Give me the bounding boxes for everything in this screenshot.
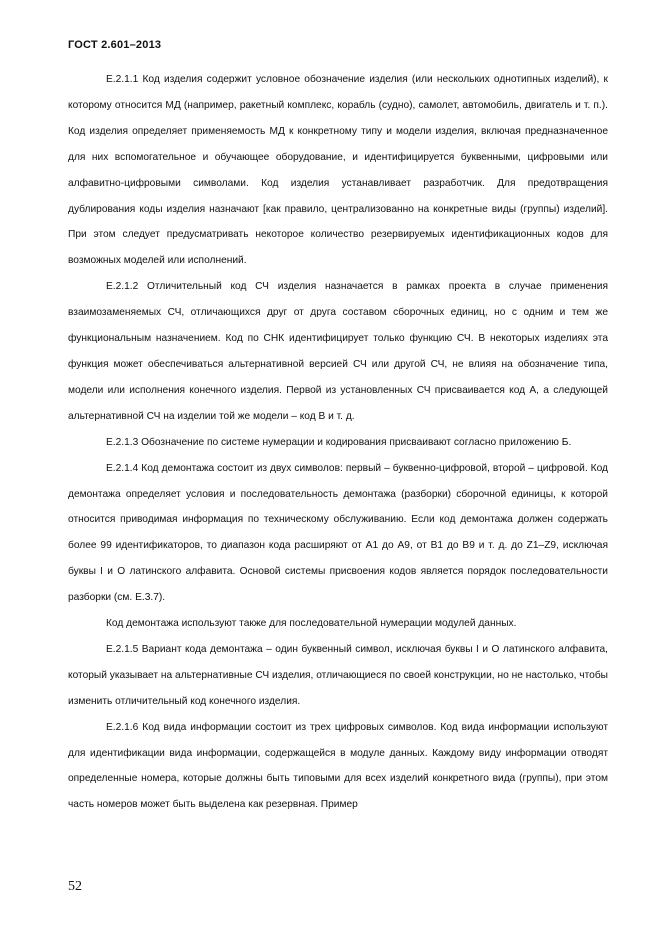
paragraph-e-2-1-5: Е.2.1.5 Вариант кода демонтажа – один буквенный символ, исключая буквы I и О латинского алфавита, который указывает на альтернативные СЧ изделия, отличающиеся по своей конструкции, но не настолько, чтобы изменить отличительный код конечного изделия. (68, 643, 608, 707)
paragraph-e-2-1-3: Е.2.1.3 Обозначение по системе нумерации и кодирования присваивают согласно приложению Б. (106, 436, 572, 448)
paragraph-e-2-1-6: Е.2.1.6 Код вида информации состоит из трех цифровых символов. Код вида информации используют для идентификации вида информации, содержащейся в модуле данных. Каждому виду информации отводят определенные номера, которые должны быть типовыми для всех изделий конкретного вида (группы), при этом часть номеров может быть выделена как резервная. Пример (68, 721, 608, 811)
page-number: 52 (68, 879, 82, 894)
paragraph-e-2-1-4: Е.2.1.4 Код демонтажа состоит из двух символов: первый – буквенно-цифровой, второй – цифровой. Код демонтажа определяет условия и последовательность демонтажа (разборки) сборочной единицы, к которой относится приводимая информация по техническому обслуживанию. Если код демонтажа должен содержать более 99 идентификаторов, то диапазон кода расширяют от А1 до А9, от В1 до В9 и т. д. до Z1–Z9, исключая буквы I и О латинского алфавита. Основой системы присвоения кодов является порядок последовательности разборки (см. Е.3.7). (68, 462, 608, 604)
paragraph-dismantling-code-note: Код демонтажа используют также для последовательной нумерации модулей данных. (106, 618, 517, 630)
paragraph-e-2-1-2: Е.2.1.2 Отличительный код СЧ изделия назначается в рамках проекта в случае применения взаимозаменяемых СЧ, отличающихся друг от друга составом сборочных единиц, но с одним и тем же функциональным назначением. Код по СНК идентифицирует только функцию СЧ. В некоторых изделиях эта функция может обеспечиваться альтернативной версией СЧ или другой СЧ, не влияя на обозначение типа, модели или исполнения конечного изделия. Первой из установленных СЧ присваивается код А, а следующей альтернативной СЧ на изделии той же модели – код В и т. д. (68, 281, 608, 422)
paragraph-e-2-1-1: Е.2.1.1 Код изделия содержит условное обозначение изделия (или нескольких однотипных изделий), к которому относится МД (например, ракетный комплекс, корабль (судно), самолет, автомобиль, двигатель и т. п.). Код изделия определяет применяемость МД к конкретному типу и модели изделия, включая предназначенное для них вспомогательное и обучающее оборудование, и идентифицируется буквенными, цифровыми или алфавитно-цифровыми символами. Код изделия устанавливает разработчик. Для предотвращения дублирования коды изделия назначают [как правило, централизованно на конкретные виды (группы) изделий]. При этом следует предусматривать некоторое количество резервируемых идентификационных кодов для возможных моделей или исполнений. (68, 74, 608, 267)
document-body (68, 67, 608, 818)
standard-code-header: ГОСТ 2.601–2013 (68, 39, 162, 51)
